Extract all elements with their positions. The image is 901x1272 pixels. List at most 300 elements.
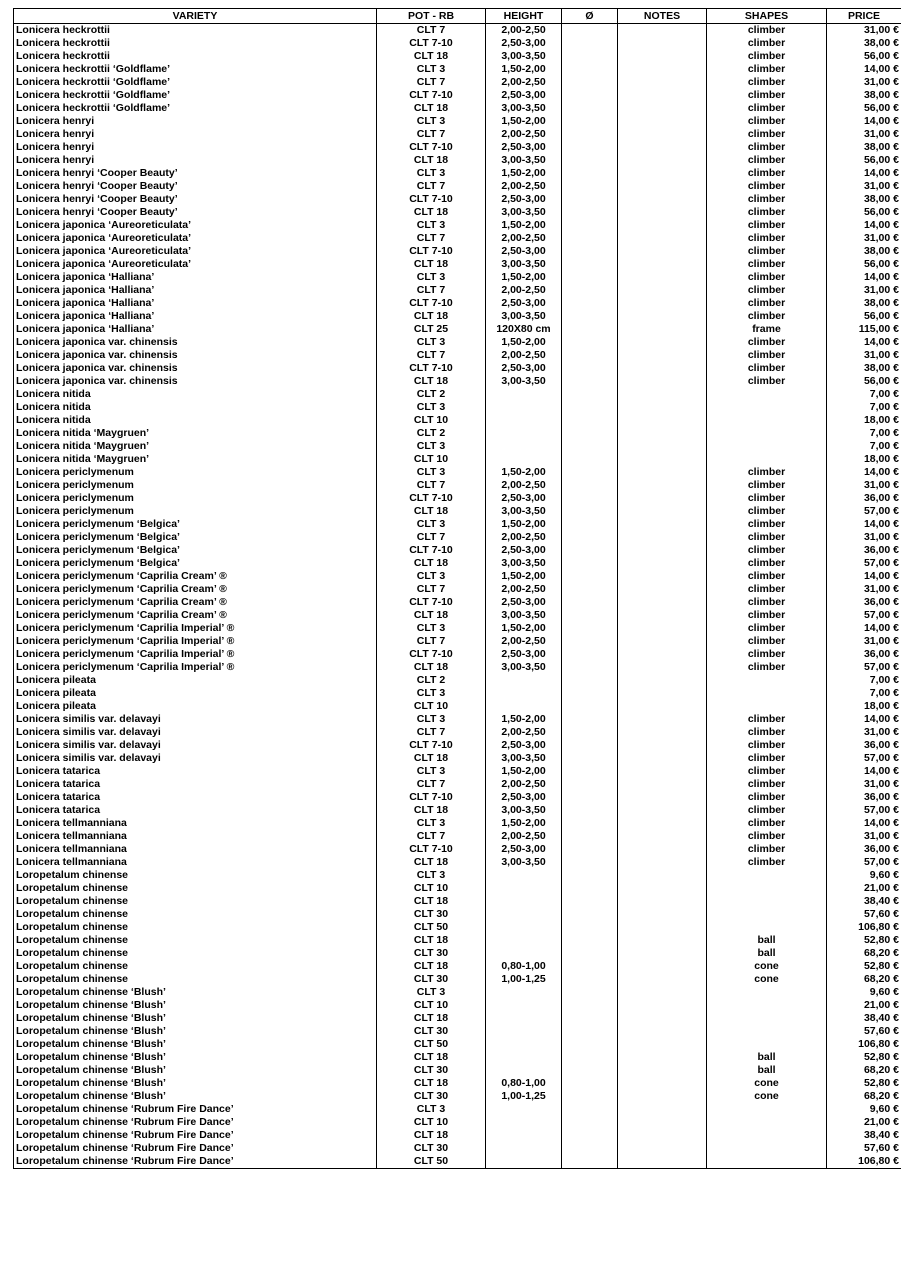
- variety-cell: Lonicera pileata: [14, 700, 377, 713]
- variety-cell: Loropetalum chinense ‘Blush’: [14, 986, 377, 999]
- shape-cell: cone: [707, 973, 827, 986]
- notes-cell: [618, 973, 707, 986]
- diameter-cell: [562, 37, 618, 50]
- pot-cell: CLT 3: [377, 63, 486, 76]
- diameter-cell: [562, 414, 618, 427]
- notes-cell: [618, 1090, 707, 1103]
- variety-cell: Lonicera periclymenum: [14, 479, 377, 492]
- header-shapes: SHAPES: [707, 9, 827, 24]
- height-cell: [486, 1116, 562, 1129]
- shape-cell: climber: [707, 336, 827, 349]
- diameter-cell: [562, 700, 618, 713]
- shape-cell: climber: [707, 115, 827, 128]
- pot-cell: CLT 18: [377, 1012, 486, 1025]
- pot-cell: CLT 18: [377, 50, 486, 63]
- height-cell: 3,00-3,50: [486, 206, 562, 219]
- variety-cell: Lonicera heckrottii ‘Goldflame’: [14, 89, 377, 102]
- price-cell: 68,20 €: [827, 947, 901, 960]
- pot-cell: CLT 7-10: [377, 544, 486, 557]
- shape-cell: [707, 440, 827, 453]
- notes-cell: [618, 1012, 707, 1025]
- shape-cell: climber: [707, 89, 827, 102]
- table-row: [14, 830, 901, 843]
- variety-cell: Lonicera nitida ‘Maygruen’: [14, 427, 377, 440]
- table-row: [14, 960, 901, 973]
- table-row: [14, 843, 901, 856]
- price-cell: 38,00 €: [827, 37, 901, 50]
- shape-cell: [707, 453, 827, 466]
- price-cell: 31,00 €: [827, 583, 901, 596]
- shape-cell: climber: [707, 154, 827, 167]
- price-cell: 36,00 €: [827, 596, 901, 609]
- shape-cell: climber: [707, 804, 827, 817]
- pot-cell: CLT 7: [377, 531, 486, 544]
- notes-cell: [618, 219, 707, 232]
- price-cell: 38,00 €: [827, 362, 901, 375]
- notes-cell: [618, 375, 707, 388]
- height-cell: [486, 414, 562, 427]
- variety-cell: Lonicera heckrottii ‘Goldflame’: [14, 63, 377, 76]
- diameter-cell: [562, 245, 618, 258]
- table-row: [14, 700, 901, 713]
- notes-cell: [618, 427, 707, 440]
- table-row: [14, 791, 901, 804]
- notes-cell: [618, 765, 707, 778]
- table-row: [14, 674, 901, 687]
- price-cell: 56,00 €: [827, 50, 901, 63]
- table-row: [14, 141, 901, 154]
- height-cell: [486, 440, 562, 453]
- price-cell: 14,00 €: [827, 713, 901, 726]
- diameter-cell: [562, 440, 618, 453]
- price-cell: 14,00 €: [827, 518, 901, 531]
- table-row: [14, 206, 901, 219]
- pot-cell: CLT 30: [377, 1142, 486, 1155]
- variety-cell: Lonicera tatarica: [14, 778, 377, 791]
- price-cell: 106,80 €: [827, 1155, 901, 1169]
- height-cell: 3,00-3,50: [486, 505, 562, 518]
- price-cell: 7,00 €: [827, 401, 901, 414]
- notes-cell: [618, 830, 707, 843]
- pot-cell: CLT 7-10: [377, 297, 486, 310]
- diameter-cell: [562, 180, 618, 193]
- price-cell: 14,00 €: [827, 219, 901, 232]
- table-row: [14, 596, 901, 609]
- shape-cell: frame: [707, 323, 827, 336]
- variety-cell: Loropetalum chinense: [14, 895, 377, 908]
- pot-cell: CLT 7-10: [377, 492, 486, 505]
- pot-cell: CLT 30: [377, 1064, 486, 1077]
- pot-cell: CLT 18: [377, 934, 486, 947]
- height-cell: 2,00-2,50: [486, 778, 562, 791]
- shape-cell: climber: [707, 856, 827, 869]
- variety-cell: Loropetalum chinense ‘Rubrum Fire Dance’: [14, 1129, 377, 1142]
- shape-cell: climber: [707, 63, 827, 76]
- shape-cell: climber: [707, 765, 827, 778]
- height-cell: [486, 934, 562, 947]
- height-cell: 0,80-1,00: [486, 1077, 562, 1090]
- height-cell: 3,00-3,50: [486, 258, 562, 271]
- notes-cell: [618, 557, 707, 570]
- height-cell: 2,50-3,00: [486, 362, 562, 375]
- price-cell: 36,00 €: [827, 492, 901, 505]
- table-row: [14, 297, 901, 310]
- height-cell: 2,50-3,00: [486, 596, 562, 609]
- notes-cell: [618, 674, 707, 687]
- shape-cell: climber: [707, 609, 827, 622]
- height-cell: [486, 427, 562, 440]
- notes-cell: [618, 843, 707, 856]
- notes-cell: [618, 63, 707, 76]
- height-cell: [486, 947, 562, 960]
- diameter-cell: [562, 843, 618, 856]
- table-row: [14, 505, 901, 518]
- price-cell: 57,60 €: [827, 1025, 901, 1038]
- price-cell: 18,00 €: [827, 700, 901, 713]
- pot-cell: CLT 3: [377, 115, 486, 128]
- price-cell: 31,00 €: [827, 635, 901, 648]
- price-cell: 38,00 €: [827, 141, 901, 154]
- notes-cell: [618, 986, 707, 999]
- shape-cell: climber: [707, 297, 827, 310]
- shape-cell: [707, 401, 827, 414]
- table-row: [14, 219, 901, 232]
- pot-cell: CLT 18: [377, 258, 486, 271]
- height-cell: [486, 1064, 562, 1077]
- shape-cell: climber: [707, 219, 827, 232]
- shape-cell: ball: [707, 1051, 827, 1064]
- notes-cell: [618, 492, 707, 505]
- price-cell: 56,00 €: [827, 310, 901, 323]
- shape-cell: climber: [707, 752, 827, 765]
- diameter-cell: [562, 895, 618, 908]
- variety-cell: Lonicera periclymenum: [14, 466, 377, 479]
- shape-cell: ball: [707, 934, 827, 947]
- variety-cell: Loropetalum chinense ‘Rubrum Fire Dance’: [14, 1155, 377, 1169]
- table-row: [14, 479, 901, 492]
- table-row: [14, 765, 901, 778]
- notes-cell: [618, 869, 707, 882]
- variety-cell: Loropetalum chinense: [14, 934, 377, 947]
- pot-cell: CLT 50: [377, 921, 486, 934]
- pot-cell: CLT 7-10: [377, 193, 486, 206]
- price-cell: 57,00 €: [827, 804, 901, 817]
- notes-cell: [618, 89, 707, 102]
- pot-cell: CLT 3: [377, 219, 486, 232]
- shape-cell: climber: [707, 648, 827, 661]
- header-variety: VARIETY: [14, 9, 377, 24]
- shape-cell: [707, 1129, 827, 1142]
- diameter-cell: [562, 505, 618, 518]
- height-cell: 2,50-3,00: [486, 843, 562, 856]
- table-header-row: [14, 9, 901, 24]
- height-cell: 2,50-3,00: [486, 37, 562, 50]
- price-cell: 14,00 €: [827, 466, 901, 479]
- height-cell: 3,00-3,50: [486, 154, 562, 167]
- notes-cell: [618, 1129, 707, 1142]
- shape-cell: [707, 869, 827, 882]
- notes-cell: [618, 284, 707, 297]
- variety-cell: Lonicera japonica ‘Halliana’: [14, 323, 377, 336]
- table-row: [14, 492, 901, 505]
- price-cell: 56,00 €: [827, 102, 901, 115]
- shape-cell: climber: [707, 817, 827, 830]
- shape-cell: climber: [707, 193, 827, 206]
- variety-cell: Lonicera nitida: [14, 414, 377, 427]
- table-row: [14, 817, 901, 830]
- price-cell: 38,40 €: [827, 1129, 901, 1142]
- table-row: [14, 804, 901, 817]
- variety-cell: Lonicera tatarica: [14, 804, 377, 817]
- notes-cell: [618, 687, 707, 700]
- diameter-cell: [562, 739, 618, 752]
- table-row: [14, 440, 901, 453]
- diameter-cell: [562, 427, 618, 440]
- pot-cell: CLT 10: [377, 1116, 486, 1129]
- height-cell: 1,50-2,00: [486, 622, 562, 635]
- notes-cell: [618, 921, 707, 934]
- price-cell: 115,00 €: [827, 323, 901, 336]
- shape-cell: [707, 986, 827, 999]
- variety-cell: Lonicera japonica var. chinensis: [14, 336, 377, 349]
- height-cell: 2,00-2,50: [486, 830, 562, 843]
- shape-cell: ball: [707, 1064, 827, 1077]
- price-cell: 52,80 €: [827, 1051, 901, 1064]
- height-cell: 2,00-2,50: [486, 726, 562, 739]
- table-row: [14, 323, 901, 336]
- table-row: [14, 557, 901, 570]
- pot-cell: CLT 7: [377, 76, 486, 89]
- diameter-cell: [562, 622, 618, 635]
- table-row: [14, 1103, 901, 1116]
- diameter-cell: [562, 323, 618, 336]
- diameter-cell: [562, 89, 618, 102]
- table-row: [14, 50, 901, 63]
- diameter-cell: [562, 531, 618, 544]
- height-cell: 2,00-2,50: [486, 531, 562, 544]
- diameter-cell: [562, 141, 618, 154]
- pot-cell: CLT 7-10: [377, 648, 486, 661]
- price-cell: 68,20 €: [827, 1090, 901, 1103]
- pot-cell: CLT 7-10: [377, 37, 486, 50]
- price-cell: 7,00 €: [827, 440, 901, 453]
- shape-cell: climber: [707, 180, 827, 193]
- notes-cell: [618, 414, 707, 427]
- pot-cell: CLT 10: [377, 453, 486, 466]
- variety-cell: Loropetalum chinense: [14, 947, 377, 960]
- table-row: [14, 76, 901, 89]
- price-cell: 56,00 €: [827, 375, 901, 388]
- diameter-cell: [562, 1116, 618, 1129]
- table-row: [14, 869, 901, 882]
- diameter-cell: [562, 856, 618, 869]
- shape-cell: climber: [707, 284, 827, 297]
- notes-cell: [618, 713, 707, 726]
- notes-cell: [618, 193, 707, 206]
- height-cell: 1,50-2,00: [486, 817, 562, 830]
- diameter-cell: [562, 492, 618, 505]
- diameter-cell: [562, 154, 618, 167]
- notes-cell: [618, 622, 707, 635]
- table-row: [14, 1129, 901, 1142]
- height-cell: [486, 700, 562, 713]
- height-cell: 1,50-2,00: [486, 466, 562, 479]
- diameter-cell: [562, 1051, 618, 1064]
- shape-cell: climber: [707, 791, 827, 804]
- variety-cell: Loropetalum chinense ‘Rubrum Fire Dance’: [14, 1116, 377, 1129]
- variety-cell: Lonicera japonica var. chinensis: [14, 362, 377, 375]
- pot-cell: CLT 7-10: [377, 362, 486, 375]
- price-cell: 18,00 €: [827, 453, 901, 466]
- height-cell: 120X80 cm: [486, 323, 562, 336]
- diameter-cell: [562, 882, 618, 895]
- pot-cell: CLT 7: [377, 726, 486, 739]
- height-cell: [486, 1038, 562, 1051]
- shape-cell: climber: [707, 544, 827, 557]
- pot-cell: CLT 25: [377, 323, 486, 336]
- height-cell: [486, 388, 562, 401]
- variety-cell: Lonicera henryi: [14, 154, 377, 167]
- diameter-cell: [562, 1038, 618, 1051]
- variety-cell: Lonicera henryi: [14, 141, 377, 154]
- price-cell: 106,80 €: [827, 1038, 901, 1051]
- shape-cell: ball: [707, 947, 827, 960]
- variety-cell: Lonicera japonica ‘Halliana’: [14, 310, 377, 323]
- table-row: [14, 778, 901, 791]
- pot-cell: CLT 7: [377, 778, 486, 791]
- height-cell: 2,50-3,00: [486, 297, 562, 310]
- shape-cell: climber: [707, 635, 827, 648]
- table-row: [14, 336, 901, 349]
- pot-cell: CLT 3: [377, 440, 486, 453]
- diameter-cell: [562, 1025, 618, 1038]
- diameter-cell: [562, 193, 618, 206]
- pot-cell: CLT 3: [377, 570, 486, 583]
- variety-cell: Lonicera nitida ‘Maygruen’: [14, 453, 377, 466]
- notes-cell: [618, 609, 707, 622]
- price-cell: 38,40 €: [827, 895, 901, 908]
- pot-cell: CLT 7-10: [377, 141, 486, 154]
- table-row: [14, 89, 901, 102]
- shape-cell: [707, 895, 827, 908]
- diameter-cell: [562, 1064, 618, 1077]
- shape-cell: climber: [707, 258, 827, 271]
- price-cell: 57,00 €: [827, 856, 901, 869]
- shape-cell: climber: [707, 349, 827, 362]
- pot-cell: CLT 3: [377, 622, 486, 635]
- notes-cell: [618, 505, 707, 518]
- height-cell: 1,00-1,25: [486, 1090, 562, 1103]
- pot-cell: CLT 30: [377, 973, 486, 986]
- shape-cell: cone: [707, 1090, 827, 1103]
- pot-cell: CLT 3: [377, 986, 486, 999]
- shape-cell: climber: [707, 557, 827, 570]
- price-cell: 9,60 €: [827, 869, 901, 882]
- table-row: [14, 63, 901, 76]
- notes-cell: [618, 50, 707, 63]
- variety-cell: Loropetalum chinense: [14, 882, 377, 895]
- variety-cell: Lonicera tellmanniana: [14, 856, 377, 869]
- shape-cell: climber: [707, 843, 827, 856]
- height-cell: [486, 453, 562, 466]
- variety-cell: Loropetalum chinense ‘Rubrum Fire Dance’: [14, 1103, 377, 1116]
- price-cell: 57,00 €: [827, 661, 901, 674]
- pot-cell: CLT 7-10: [377, 791, 486, 804]
- diameter-cell: [562, 921, 618, 934]
- height-cell: [486, 401, 562, 414]
- shape-cell: climber: [707, 362, 827, 375]
- variety-cell: Loropetalum chinense ‘Blush’: [14, 1064, 377, 1077]
- notes-cell: [618, 310, 707, 323]
- table-row: [14, 362, 901, 375]
- notes-cell: [618, 349, 707, 362]
- pot-cell: CLT 18: [377, 102, 486, 115]
- table-row: [14, 661, 901, 674]
- shape-cell: climber: [707, 141, 827, 154]
- height-cell: 1,50-2,00: [486, 570, 562, 583]
- table-row: [14, 427, 901, 440]
- shape-cell: [707, 882, 827, 895]
- shape-cell: climber: [707, 726, 827, 739]
- pot-cell: CLT 18: [377, 505, 486, 518]
- table-row: [14, 258, 901, 271]
- diameter-cell: [562, 518, 618, 531]
- height-cell: [486, 1155, 562, 1169]
- pot-cell: CLT 3: [377, 518, 486, 531]
- height-cell: [486, 882, 562, 895]
- notes-cell: [618, 791, 707, 804]
- price-cell: 38,00 €: [827, 245, 901, 258]
- pot-cell: CLT 18: [377, 661, 486, 674]
- pot-cell: CLT 18: [377, 895, 486, 908]
- height-cell: 1,50-2,00: [486, 518, 562, 531]
- table-row: [14, 128, 901, 141]
- pot-cell: CLT 10: [377, 700, 486, 713]
- diameter-cell: [562, 232, 618, 245]
- variety-cell: Loropetalum chinense ‘Blush’: [14, 1012, 377, 1025]
- variety-cell: Loropetalum chinense ‘Blush’: [14, 1025, 377, 1038]
- height-cell: 3,00-3,50: [486, 609, 562, 622]
- price-cell: 57,00 €: [827, 609, 901, 622]
- diameter-cell: [562, 258, 618, 271]
- table-row: [14, 544, 901, 557]
- pot-cell: CLT 18: [377, 1077, 486, 1090]
- table-row: [14, 1142, 901, 1155]
- table-row: [14, 726, 901, 739]
- diameter-cell: [562, 1142, 618, 1155]
- price-cell: 36,00 €: [827, 843, 901, 856]
- shape-cell: [707, 1012, 827, 1025]
- shape-cell: climber: [707, 479, 827, 492]
- table-row: [14, 570, 901, 583]
- diameter-cell: [562, 1090, 618, 1103]
- notes-cell: [618, 778, 707, 791]
- pot-cell: CLT 3: [377, 401, 486, 414]
- notes-cell: [618, 648, 707, 661]
- variety-cell: Loropetalum chinense ‘Blush’: [14, 1038, 377, 1051]
- header-diameter: Ø: [562, 9, 618, 24]
- table-row: [14, 986, 901, 999]
- shape-cell: climber: [707, 206, 827, 219]
- pot-cell: CLT 7: [377, 284, 486, 297]
- notes-cell: [618, 271, 707, 284]
- table-row: [14, 466, 901, 479]
- notes-cell: [618, 1116, 707, 1129]
- table-row: [14, 1155, 901, 1169]
- price-cell: 38,40 €: [827, 1012, 901, 1025]
- price-cell: 14,00 €: [827, 63, 901, 76]
- table-row: [14, 375, 901, 388]
